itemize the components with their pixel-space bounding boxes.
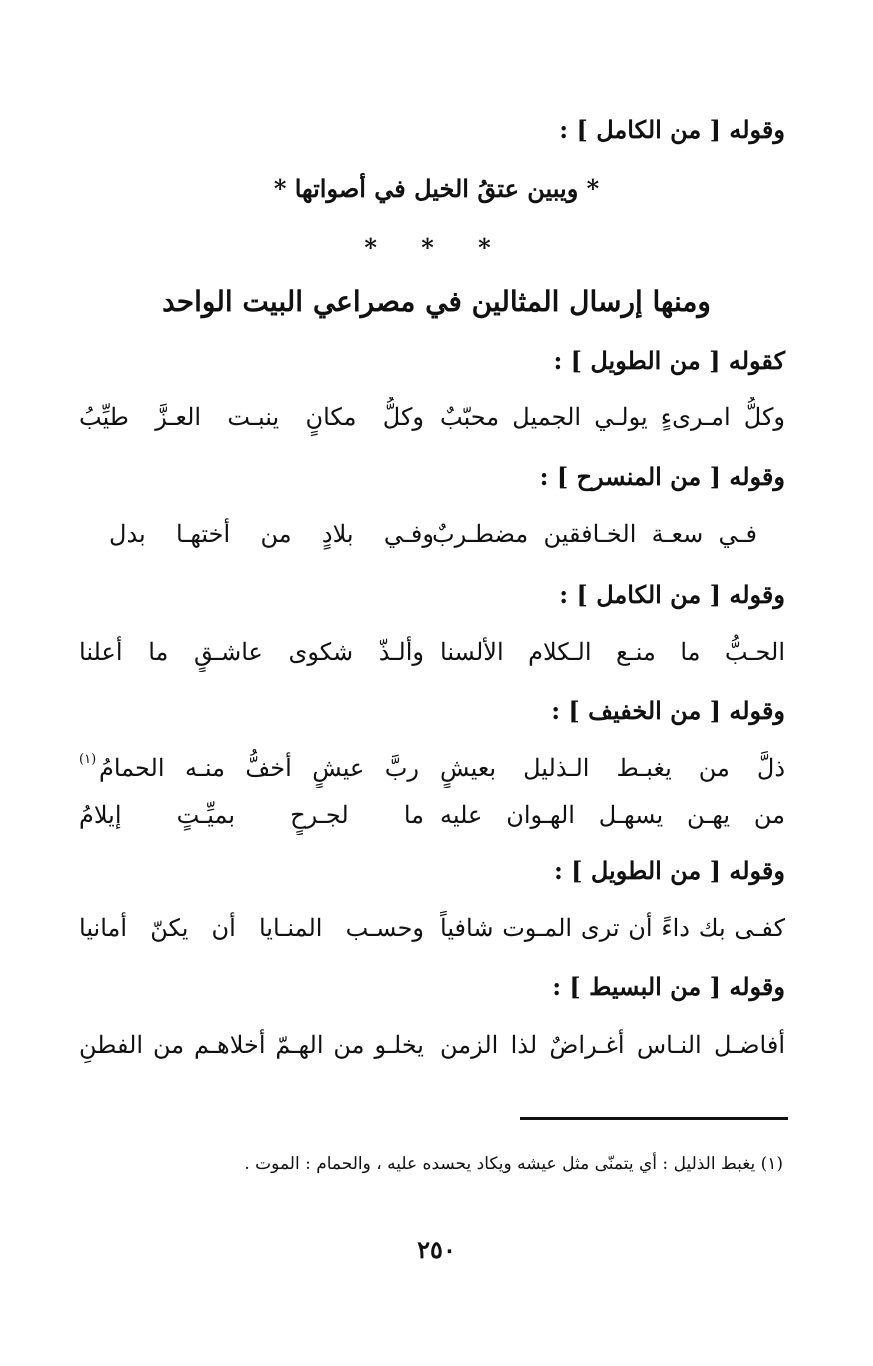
verse-line (79, 1025, 785, 1065)
meter-label: كقوله [ من الطويل ] : (553, 346, 785, 375)
meter-label: وقوله [ من الطويل ] : (553, 856, 785, 885)
first-hemistich: فـي سعـة الخـافقين مضطـربٌ (432, 520, 757, 548)
first-hemistich: الحـبُّ ما منـع الـكلام الألسنا (440, 638, 785, 666)
second-hemistich: وألـذّ شكوى عاشـقٍ ما أعلنا (79, 638, 424, 666)
footnote-divider (520, 1117, 788, 1120)
first-hemistich: وكلُّ امـرىءٍ يولـي الجميل محبّبٌ (440, 403, 785, 431)
section-heading: ومنها إرسال المثالين في مصراعي البيت الواحد (162, 285, 711, 318)
verse-line (79, 632, 785, 672)
verse-line (79, 397, 785, 437)
first-hemistich: أفاضـل النـاس أغـراضٌ لذا الزمن (440, 1031, 785, 1059)
meter-label: وقوله [ من الكامل ] : (559, 580, 785, 609)
second-hemistich: ما لجـرحٍ بميِّـتٍ إيلامُ (79, 801, 424, 829)
second-hemistich: يخلـو من الهـمّ أخلاهـم من الفطنِ (79, 1031, 424, 1059)
footnote-marker: (١) (79, 752, 97, 767)
quoted-hemistich: * ويبين عتقُ الخيل في أصواتها * (273, 174, 600, 203)
second-hemistich: وحسـب المنـايا أن يكنّ أمانيا (79, 914, 424, 942)
first-hemistich: ذلَّ من يغبـط الـذليل بعيشٍ (440, 754, 785, 782)
second-hemistich: وفـي بلادٍ من أختهـا بدل (109, 520, 434, 548)
verse-line (79, 514, 785, 554)
meter-label: وقوله [ من الخفيف ] : (551, 696, 785, 725)
second-hemistich: وكلُّ مكانٍ ينبـت العـزَّ طيِّبُ (79, 403, 424, 431)
page-number: ٢٥٠ (417, 1235, 456, 1264)
intro-meter-label: وقوله [ من الكامل ] : (559, 115, 785, 144)
first-hemistich: من يهـن يسهـل الهـوان عليه (440, 801, 785, 829)
meter-label: وقوله [ من البسيط ] : (552, 972, 785, 1001)
first-hemistich: كفـى بك داءً أن ترى المـوت شافياً (440, 914, 785, 942)
second-hemistich: ربَّ عيشٍ أخفُّ منـه الحمامُ (99, 754, 419, 782)
verse-line (79, 795, 785, 835)
verse-line (79, 908, 785, 948)
footnote: (١) يغبط الذليل : أي يتمنّى مثل عيشه ويكاد يحسده عليه ، والحمام : الموت . (244, 1154, 783, 1174)
verse-line (79, 748, 785, 788)
meter-label: وقوله [ من المنسرح ] : (539, 462, 785, 491)
section-separator: * * * (364, 233, 509, 262)
